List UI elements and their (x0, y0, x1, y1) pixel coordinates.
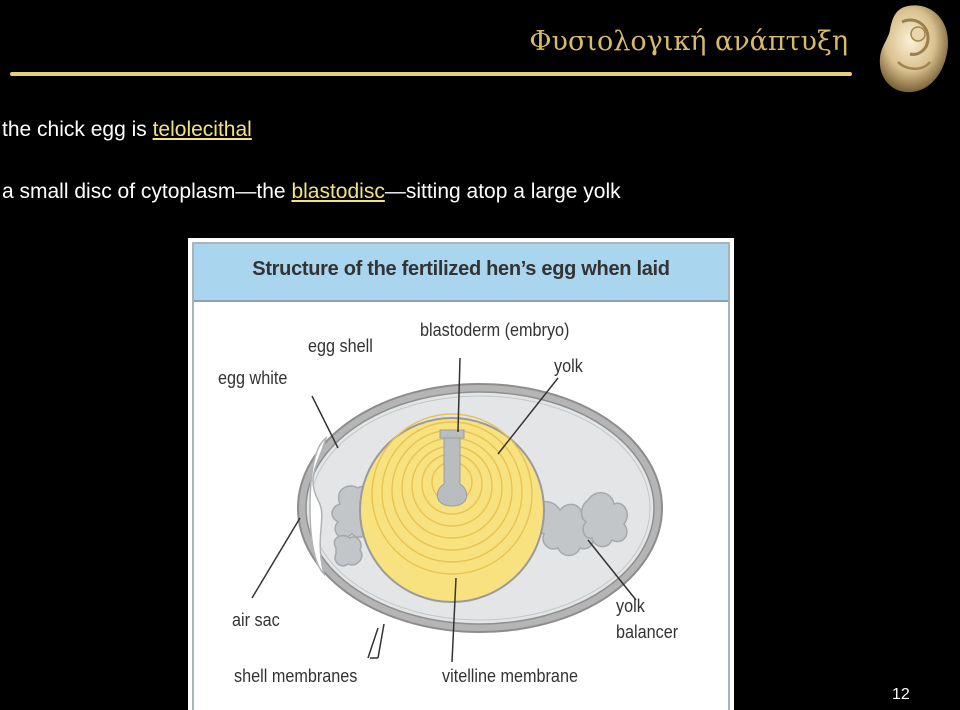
label-egg-white: egg white (218, 368, 288, 388)
label-air-sac: air sac (232, 610, 280, 630)
intro-line (2, 118, 252, 142)
label-yolk-balancer-line2: balancer (616, 622, 679, 642)
left-chalaza-lower (334, 536, 361, 566)
slide-title: Φυσιολογική ανάπτυξη (529, 26, 848, 57)
figure-title: Structure of the fertilized hen’s egg when laid (252, 258, 670, 280)
blastodisc-link[interactable]: blastodisc (291, 180, 385, 203)
blastodisc-line (2, 180, 621, 204)
title-underline (10, 72, 852, 76)
label-yolk-balancer-line1: yolk (616, 596, 645, 616)
label-vitelline-membrane: vitelline membrane (442, 666, 578, 686)
telolecithal-link[interactable]: telolecithal (152, 118, 252, 141)
blastoderm-disc (440, 430, 464, 438)
embryo-logo-icon (868, 0, 954, 98)
page-number: 12 (892, 686, 910, 703)
label-blastoderm: blastoderm (embryo) (420, 320, 570, 340)
egg-structure-figure (188, 238, 734, 710)
blastodisc-line-post: —sitting atop a large yolk (384, 180, 621, 203)
blastodisc-line-pre: a small disc of cytoplasm—the (2, 180, 292, 203)
label-egg-shell: egg shell (308, 336, 373, 356)
label-yolk: yolk (554, 356, 583, 376)
label-shell-membranes: shell membranes (234, 666, 358, 686)
intro-text: the chick egg is (2, 118, 153, 141)
